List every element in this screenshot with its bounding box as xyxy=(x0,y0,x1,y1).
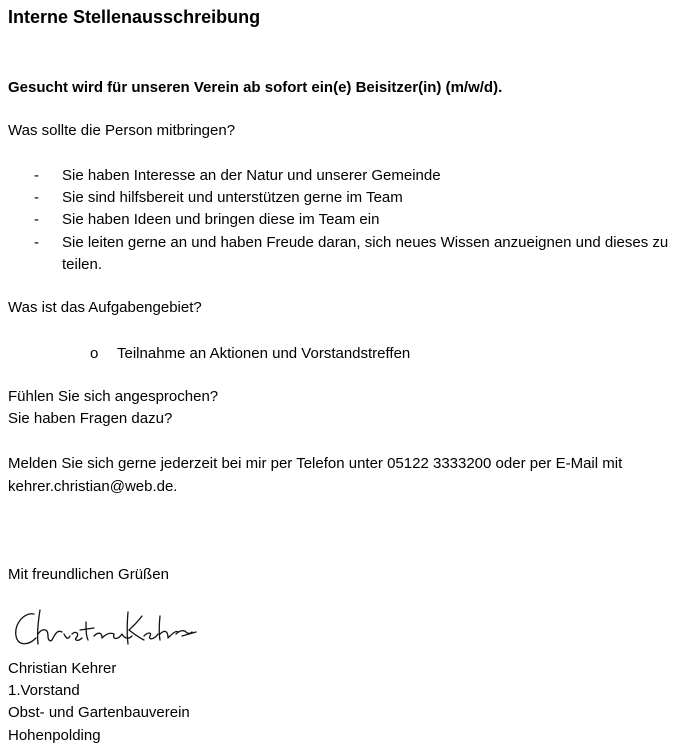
contact-email: kehrer.christian@web.de. xyxy=(8,478,178,495)
list-item: Sie haben Ideen und bringen diese im Team ein xyxy=(62,211,380,228)
document-title: Interne Stellenausschreibung xyxy=(8,7,261,27)
list-item: Sie sind hilfsbereit und unterstützen gerne im Team xyxy=(62,189,403,206)
list-bullet: - xyxy=(34,167,39,184)
list-item-continuation: teilen. xyxy=(62,256,103,273)
handwritten-signature xyxy=(10,604,200,654)
contact-text: Melden Sie sich gerne jederzeit bei mir per Telefon unter 05122 3333200 oder per E-Mail mit xyxy=(8,455,623,472)
question-requirements: Was sollte die Person mitbringen? xyxy=(8,122,236,139)
list-item: Sie leiten gerne an und haben Freude daran, sich neues Wissen anzueignen und dieses zu xyxy=(62,234,669,251)
list-item: Sie haben Interesse an der Natur und unserer Gemeinde xyxy=(62,167,441,184)
question-tasks: Was ist das Aufgabengebiet? xyxy=(8,299,202,316)
headline: Gesucht wird für unseren Verein ab sofort ein(e) Beisitzer(in) (m/w/d). xyxy=(8,79,503,96)
sender-place: Hohenpolding xyxy=(8,727,101,744)
closing-greeting: Mit freundlichen Grüßen xyxy=(8,566,169,583)
list-bullet: - xyxy=(34,189,39,206)
sender-organization: Obst- und Gartenbauverein xyxy=(8,704,190,721)
circle-bullet: o xyxy=(90,345,99,362)
sender-name: Christian Kehrer xyxy=(8,660,117,677)
list-bullet: - xyxy=(34,234,39,251)
list-bullet: - xyxy=(34,211,39,228)
task-item: Teilnahme an Aktionen und Vorstandstreffen xyxy=(117,345,411,362)
sender-role: 1.Vorstand xyxy=(8,682,80,699)
question-interest: Fühlen Sie sich angesprochen? xyxy=(8,388,219,405)
question-questions: Sie haben Fragen dazu? xyxy=(8,410,173,427)
